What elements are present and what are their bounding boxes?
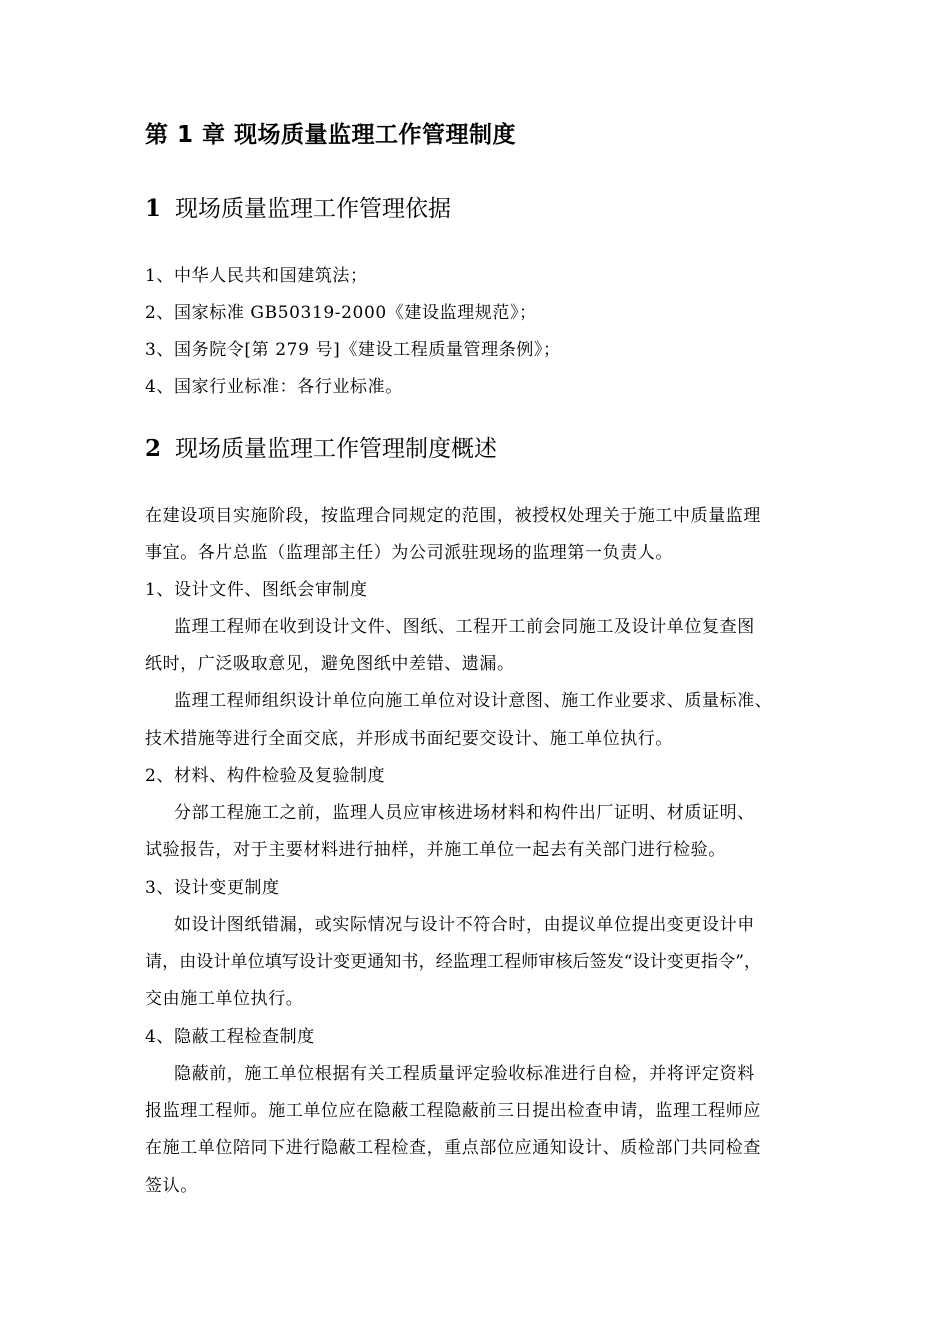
section-1-heading bbox=[145, 190, 451, 223]
chapter-title: 第 1 章 现场质量监理工作管理制度 bbox=[145, 122, 517, 148]
section-1-title: 现场质量监理工作管理依据 bbox=[175, 196, 452, 222]
body-line: 报监理工程师。施工单位应在隐蔽工程隐蔽前三日提出检查申请，监理工程师应 bbox=[145, 1101, 761, 1121]
body-line: 请，由设计单位填写设计变更通知书，经监理工程师审核后签发“设计变更指令”， bbox=[145, 952, 762, 972]
section-2-number: 2 bbox=[145, 435, 162, 462]
section-1-number: 1 bbox=[145, 195, 162, 222]
body-line: 在建设项目实施阶段，按监理合同规定的范围，被授权处理关于施工中质量监理 bbox=[145, 506, 761, 526]
body-line: 纸时，广泛吸取意见，避免图纸中差错、遗漏。 bbox=[145, 654, 515, 674]
body-line: 如设计图纸错漏，或实际情况与设计不符合时，由提议单位提出变更设计申 bbox=[174, 915, 755, 935]
body-line: 试验报告，对于主要材料进行抽样，并施工单位一起去有关部门进行检验。 bbox=[145, 840, 726, 860]
subsection-heading: 2、材料、构件检验及复验制度 bbox=[145, 766, 386, 786]
body-line: 隐蔽前，施工单位根据有关工程质量评定验收标准进行自检，并将评定资料 bbox=[174, 1064, 755, 1084]
basis-item: 3、国务院令[第 279 号]《建设工程质量管理条例》； bbox=[145, 340, 561, 360]
section-2-heading bbox=[145, 430, 497, 463]
section-2-title: 现场质量监理工作管理制度概述 bbox=[175, 436, 498, 462]
basis-item: 1、中华人民共和国建筑法； bbox=[145, 266, 368, 286]
basis-item: 4、国家行业标准：各行业标准。 bbox=[145, 377, 403, 397]
subsection-heading: 4、隐蔽工程检查制度 bbox=[145, 1027, 315, 1047]
body-line: 分部工程施工之前，监理人员应审核进场材料和构件出厂证明、材质证明、 bbox=[174, 803, 755, 823]
body-line: 技术措施等进行全面交底，并形成书面纪要交设计、施工单位执行。 bbox=[145, 729, 673, 749]
body-line: 交由施工单位执行。 bbox=[145, 989, 304, 1009]
subsection-heading: 3、设计变更制度 bbox=[145, 878, 280, 898]
body-line: 监理工程师组织设计单位向施工单位对设计意图、施工作业要求、质量标准、 bbox=[174, 691, 773, 711]
basis-item: 2、国家标准 GB50319-2000《建设监理规范》； bbox=[145, 303, 537, 323]
body-line: 签认。 bbox=[145, 1176, 198, 1196]
subsection-heading: 1、设计文件、图纸会审制度 bbox=[145, 580, 368, 600]
body-line: 事宜。各片总监（监理部主任）为公司派驻现场的监理第一负责人。 bbox=[145, 543, 673, 563]
body-line: 在施工单位陪同下进行隐蔽工程检查，重点部位应通知设计、质检部门共同检查 bbox=[145, 1138, 761, 1158]
body-line: 监理工程师在收到设计文件、图纸、工程开工前会同施工及设计单位复查图 bbox=[174, 617, 755, 637]
